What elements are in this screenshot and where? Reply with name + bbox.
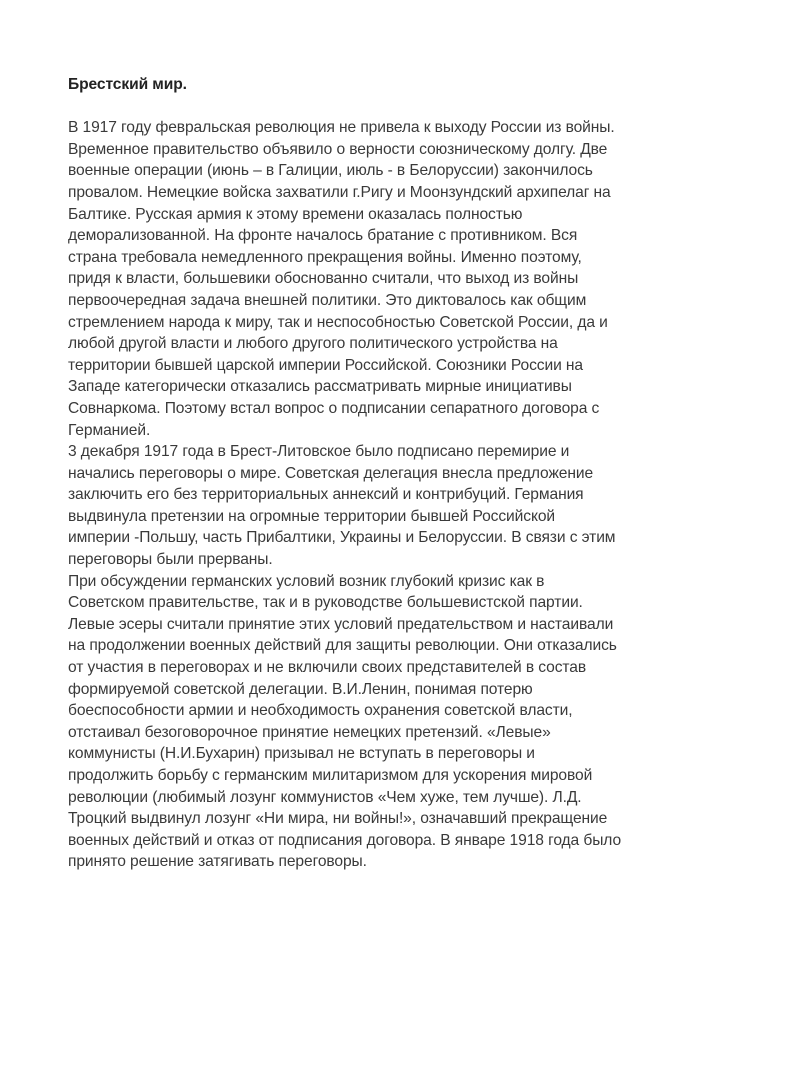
document-body [68, 74, 732, 873]
paragraph-3: При обсуждении германских условий возник глубокий кризис как в Советском правительстве, так и в руководстве большевистской партии. Левые эсеры считали принятие этих условий предательством и настаивали на продолжении военных действий для защиты революции. Они отказались от участия в переговорах и не включили своих представителей в состав формируемой советской делегации. В.И.Ленин, понимая потерю боеспособности армии и необходимость охранения советской власти, отстаивал безоговорочное принятие немецких претензий. «Левые» коммунисты (Н.И.Бухарин) призывал не вступать в переговоры и продолжить борьбу с германским милитаризмом для ускорения мировой революции (любимый лозунг коммунистов «Чем хуже, тем лучше). Л.Д. Троцкий выдвинул лозунг «Ни мира, ни войны!», означавший прекращение военных действий и отказ от подписания договора. В январе 1918 года было принято решение затягивать переговоры. [68, 572, 622, 871]
paragraph-1: В 1917 году февральская революция не привела к выходу России из войны. Временное правительство объявило о верности союзническому долгу. Две военные операции (июнь – в Галиции, июль - в Белоруссии) закончилось провалом. Немецкие войска захватили г.Ригу и Моонзундский архипелаг на Балтике. Русская армия к этому времени оказалась полностью деморализованной. На фронте началось братание с противником. Вся страна требовала немедленного прекращения войны. Именно поэтому, придя к власти, большевики обоснованно считали, что выход из войны первоочередная задача внешней политики. Это диктовалось как общим стремлением народа к миру, так и неспособностью Советской России, да и любой другой власти и любого другого политического устройства на территории бывшей царской империи Российской. Союзники России на Западе категорически отказались рассматривать мирные инициативы Совнаркома. Поэтому встал вопрос о подписании сепаратного договора с Германией. [68, 119, 615, 439]
document-title: Брестский мир. [68, 76, 187, 93]
paragraph-2: 3 декабря 1917 года в Брест-Литовское было подписано перемирие и начались переговоры о мире. Советская делегация внесла предложение заключить его без территориальных аннексий и контрибуций. Германия выдвинула претензии на огромные территории бывшей Российской империи -Польшу, часть Прибалтики, Украины и Белоруссии. В связи с этим переговоры были прерваны. [68, 443, 616, 569]
